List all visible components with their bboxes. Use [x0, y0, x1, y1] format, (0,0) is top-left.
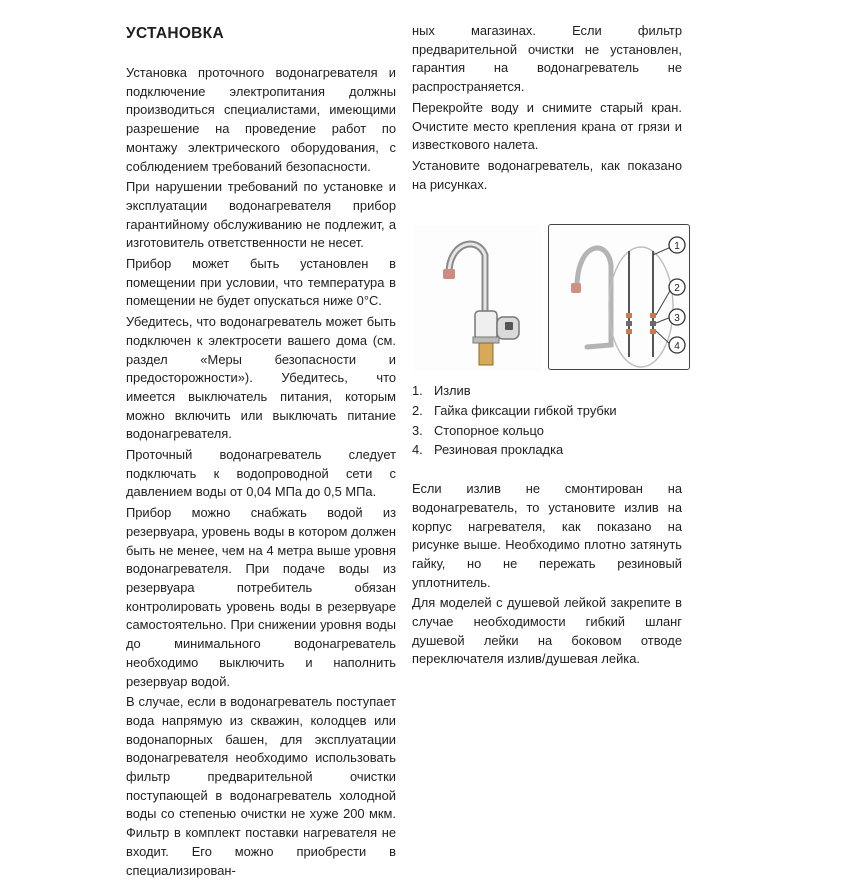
list-item-number: 3. [412, 422, 423, 438]
list-item-label: Резиновая прокладка [434, 442, 564, 458]
list-item [412, 441, 682, 460]
right-column [412, 22, 682, 671]
paragraph: Прибор можно снабжать водой из резервуара, уровень воды в котором должен быть не менее, чем на 4 метра выше уровня водонагревателя. При подаче воды из резервуара потребитель обязан контролировать уровень воды в резервуаре самостоятельно. При снижении уровня воды до минимального водонагреватель необходимо выключить и наполнить резервуар водой. [126, 505, 396, 689]
paragraph: При нарушении требований по установке и эксплуатации водонагревателя прибор гарантийному обслуживанию не подлежит, а изготовитель ответственности не несет. [126, 179, 396, 251]
paragraph: Если излив не смонтирован на водонагреватель, то установите излив на корпус нагревателя, как показано на рисунке выше. Необходимо плотно затянуть гайку, но не пережать резиновый уплотнитель. [412, 481, 682, 590]
paragraph: Для моделей с душевой лейкой закрепите в случае необходимости гибкий шланг душевой лейки на боковом отводе переключателя излив/душевая лейка. [412, 595, 682, 667]
paragraph: В случае, если в водонагреватель поступает вода напрямую из скважин, колодцев или водонапорных башен, для эксплуатации водонагревателя необходимо использовать фильтр предварительной очистки поступающей в водонагреватель холодной воды со степенью очистки не хуже 200 мкм. Фильтр в комплект поставки нагревателя не входит. Его можно приобрести в специализирован- [126, 694, 396, 878]
callout-4 [669, 337, 685, 353]
paragraph: Убедитесь, что водонагреватель может быть подключен к электросети вашего дома (см. раздел «Меры безопасности и предосторожности»). Убедитесь, что имеется выключатель питания, которым можно включить или выключать питание водонагревателя. [126, 314, 396, 442]
left-column [126, 22, 396, 882]
svg-text:1: 1 [674, 241, 680, 253]
list-item-number: 2. [412, 403, 423, 419]
paragraph: Установка проточного водонагревателя и подключение электропитания должны производиться специалистами, имеющими разрешение на проведение работ по монтажу электрического оборудования, с соблюдением требований безопасности. [126, 65, 396, 174]
svg-text:2: 2 [674, 283, 680, 295]
paragraph: Проточный водонагреватель следует подключать к водопроводной сети с давлением воды от 0,04 МПа до 0,5 МПа. [126, 447, 396, 500]
list-item-label: Гайка фиксации гибкой трубки [434, 403, 617, 419]
callout-1 [669, 237, 685, 253]
callout-2 [669, 279, 685, 295]
svg-text:3: 3 [674, 313, 680, 325]
callout-3 [669, 309, 685, 325]
list-item [412, 382, 682, 401]
faucet-photo [412, 224, 542, 372]
section-heading: УСТАНОВКА [126, 25, 224, 42]
installation-figures [412, 224, 682, 374]
after-list-text [412, 480, 682, 669]
paragraph: ных магазинах. Если фильтр предварительной очистки не установлен, гарантия на водонагреватель не распространяется. [412, 23, 682, 95]
parts-list [412, 382, 682, 460]
paragraph: Перекройте воду и снимите старый кран. Очистите место крепления крана от грязи и известкового налета. [412, 99, 682, 153]
list-item-number: 4. [412, 442, 423, 458]
list-item [412, 422, 682, 441]
list-item [412, 402, 682, 421]
paragraph: Установите водонагреватель, как показано на рисунках. [412, 157, 682, 192]
list-item-label: Стопорное кольцо [434, 422, 544, 438]
faucet-diagram [548, 224, 690, 370]
svg-text:4: 4 [674, 341, 680, 353]
list-item-label: Излив [434, 383, 471, 399]
paragraph: Прибор может быть установлен в помещении при условии, что температура в помещении не будет опускаться ниже 0°С. [126, 256, 396, 309]
list-item-number: 1. [412, 383, 423, 399]
